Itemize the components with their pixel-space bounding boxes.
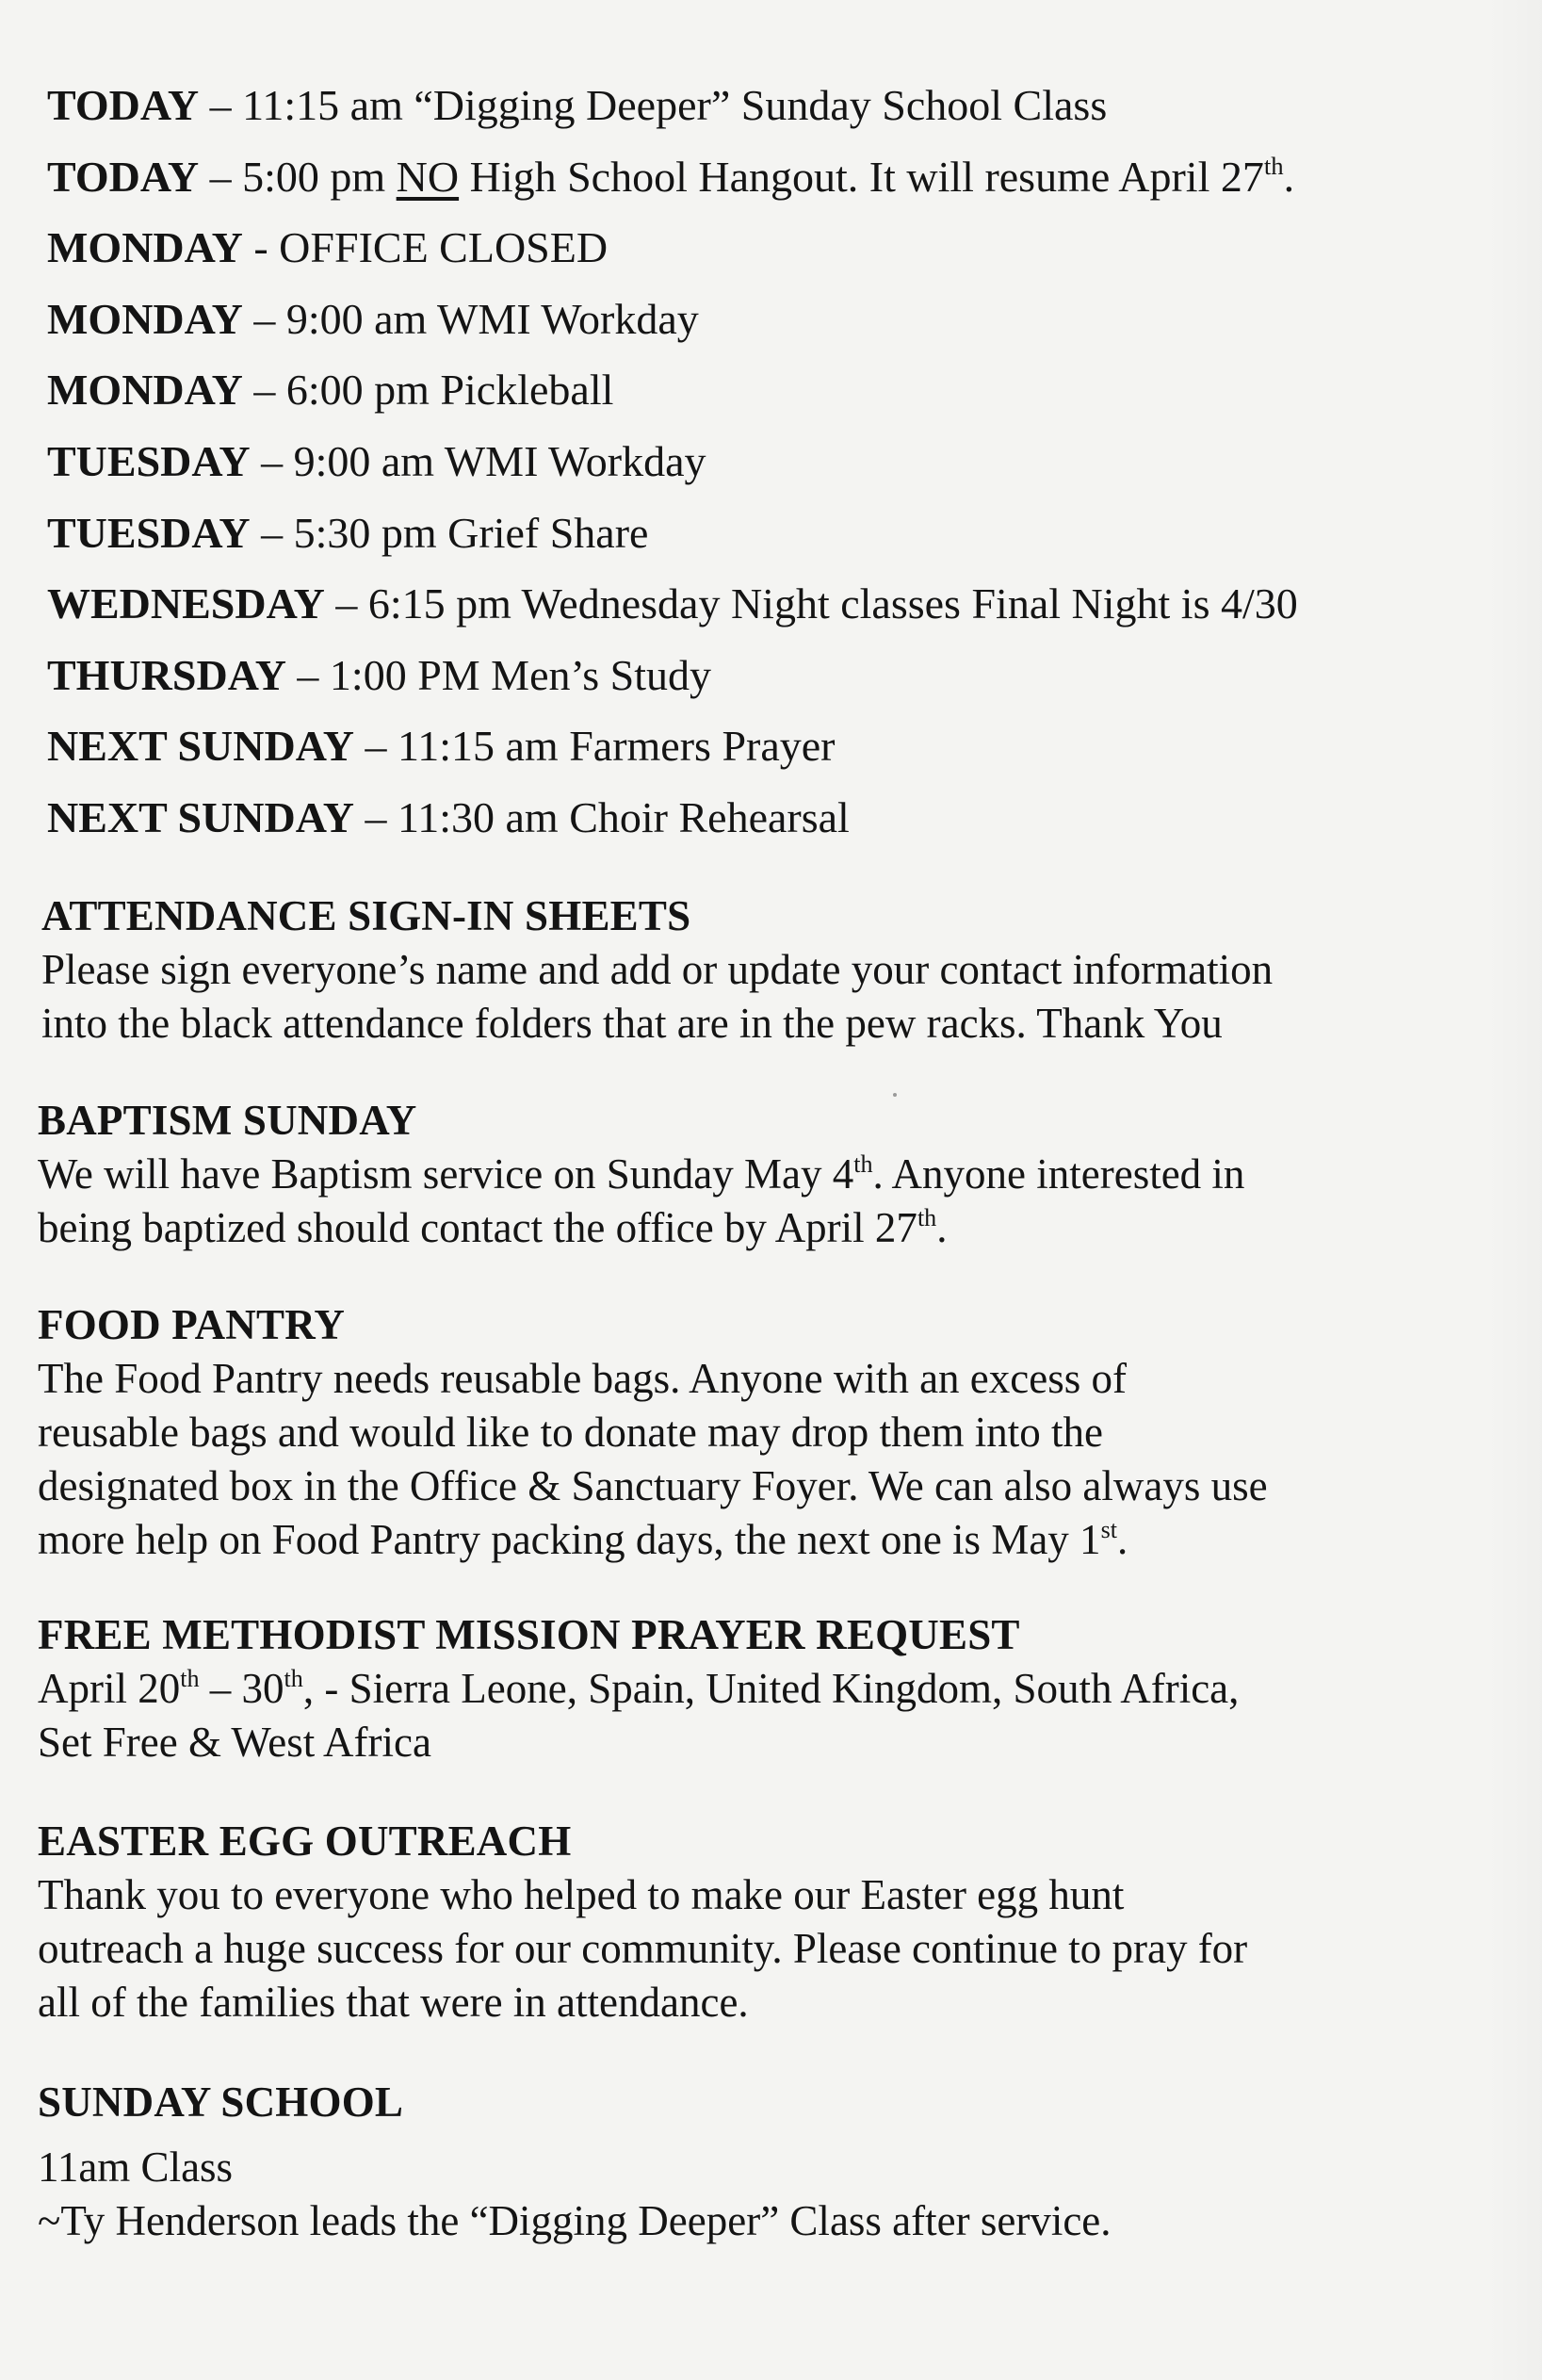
page-edge-shadow — [1485, 0, 1542, 2380]
section-heading: BAPTISM SUNDAY — [38, 1097, 417, 1144]
section-body — [41, 943, 1492, 1051]
section-heading: EASTER EGG OUTREACH — [38, 1818, 572, 1865]
section-body — [38, 2141, 1488, 2248]
schedule-item — [47, 782, 1488, 854]
body-line: ~Ty Henderson leads the “Digging Deeper” Class after service. — [38, 2197, 1112, 2244]
schedule-item — [47, 141, 1488, 213]
mission-prayer-section — [38, 1607, 1488, 1769]
section-heading: SUNDAY SCHOOL — [38, 2078, 404, 2126]
body-line: outreach a huge success for our community. Please continue to pray for — [38, 1925, 1248, 1972]
schedule-day: NEXT SUNDAY — [47, 792, 354, 841]
ordinal-suffix: th — [180, 1664, 200, 1692]
schedule-day: MONDAY — [47, 223, 243, 272]
schedule-item — [47, 640, 1488, 711]
body-line: all of the families that were in attendance. — [38, 1979, 749, 2026]
schedule-detail: – 6:15 pm Wednesday Night classes Final Night is 4/30 — [324, 579, 1298, 628]
section-body — [38, 1352, 1488, 1567]
body-line: We will have Baptism service on Sunday May 4th. Anyone interested in — [38, 1149, 1245, 1198]
schedule-detail-end: . — [1283, 152, 1295, 201]
schedule-item — [47, 568, 1488, 640]
body-line: Please sign everyone’s name and add or update your contact information — [41, 946, 1274, 993]
food-pantry-section — [38, 1297, 1488, 1567]
body-line: more help on Food Pantry packing days, the next one is May 1st. — [38, 1515, 1128, 1563]
schedule-day: TUESDAY — [47, 508, 251, 557]
body-line: April 20th – 30th, - Sierra Leone, Spain, United Kingdom, South Africa, — [38, 1664, 1240, 1712]
section-heading: ATTENDANCE SIGN-IN SHEETS — [41, 892, 691, 939]
schedule-day: TODAY — [47, 81, 200, 129]
section-heading: FOOD PANTRY — [38, 1301, 346, 1348]
ordinal-suffix: th — [284, 1664, 303, 1692]
schedule-item — [47, 497, 1488, 569]
body-line: into the black attendance folders that are in the pew racks. Thank You — [41, 1000, 1223, 1047]
schedule-item — [47, 70, 1488, 141]
body-line: being baptized should contact the office by April 27th. — [38, 1203, 948, 1251]
body-line: reusable bags and would like to donate may drop them into the — [38, 1409, 1103, 1456]
schedule-day: WEDNESDAY — [47, 579, 325, 628]
body-line: Set Free & West Africa — [38, 1719, 431, 1766]
schedule-day: MONDAY — [47, 366, 243, 415]
schedule-detail: – 11:30 am Choir Rehearsal — [353, 792, 850, 841]
schedule-detail: – 6:00 pm Pickleball — [242, 366, 614, 415]
ordinal-suffix: th — [853, 1149, 873, 1178]
schedule-item — [47, 284, 1488, 355]
schedule-detail: – 1:00 PM Men’s Study — [285, 650, 712, 699]
schedule-detail: – 9:00 am WMI Workday — [250, 436, 706, 485]
weekly-schedule — [47, 70, 1488, 854]
schedule-detail: – 9:00 am WMI Workday — [242, 294, 699, 343]
schedule-detail: – 5:30 pm Grief Share — [250, 508, 649, 557]
easter-outreach-section — [38, 1814, 1488, 2030]
schedule-detail: – 11:15 am Farmers Prayer — [353, 722, 836, 771]
schedule-day: MONDAY — [47, 294, 243, 343]
section-body — [38, 1868, 1488, 2030]
schedule-detail: – 5:00 pm — [199, 152, 397, 201]
sunday-school-section — [38, 2075, 1488, 2248]
schedule-item — [47, 354, 1488, 426]
section-body — [38, 1662, 1488, 1769]
body-line: designated box in the Office & Sanctuary Foyer. We can also always use — [38, 1462, 1268, 1509]
section-heading: FREE METHODIST MISSION PRAYER REQUEST — [38, 1611, 1020, 1658]
body-line: 11am Class — [38, 2144, 234, 2191]
schedule-detail: High School Hangout. It will resume April 27 — [459, 152, 1264, 201]
section-body — [38, 1148, 1488, 1255]
schedule-emphasis: NO — [396, 152, 460, 201]
schedule-day: TUESDAY — [47, 436, 251, 485]
schedule-item — [47, 212, 1488, 284]
schedule-detail: – 11:15 am “Digging Deeper” Sunday School Class — [199, 81, 1108, 129]
schedule-detail: - OFFICE CLOSED — [242, 223, 609, 272]
ordinal-suffix: st — [1100, 1515, 1117, 1543]
body-line: The Food Pantry needs reusable bags. Anyone with an excess of — [38, 1355, 1127, 1402]
schedule-item — [47, 710, 1488, 782]
schedule-day: THURSDAY — [47, 650, 286, 699]
ordinal-suffix: th — [917, 1203, 937, 1231]
attendance-section — [41, 888, 1492, 1051]
baptism-section — [38, 1093, 1488, 1255]
schedule-day: NEXT SUNDAY — [47, 722, 354, 771]
body-line: Thank you to everyone who helped to make our Easter egg hunt — [38, 1871, 1125, 1918]
schedule-item — [47, 426, 1488, 497]
schedule-day: TODAY — [47, 152, 200, 201]
ordinal-suffix: th — [1263, 151, 1284, 180]
